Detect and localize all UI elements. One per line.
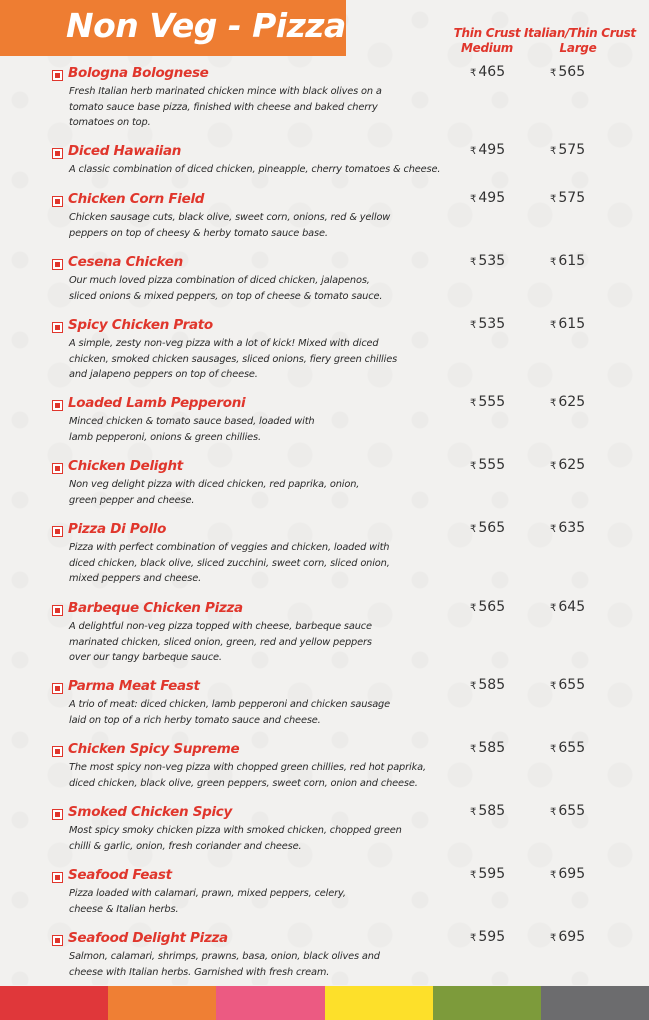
item-name: Loaded Lamb Pepperoni	[68, 395, 246, 411]
price-medium	[470, 866, 505, 882]
rupee-symbol: ₹	[550, 870, 557, 881]
price-value: 535	[478, 253, 506, 269]
rupee-symbol: ₹	[550, 524, 557, 535]
rupee-symbol: ₹	[470, 257, 477, 268]
column-header-large	[524, 26, 636, 56]
title-banner	[0, 0, 346, 56]
price-medium	[470, 253, 505, 269]
item-description	[69, 414, 464, 445]
rupee-symbol: ₹	[470, 933, 477, 944]
item-description	[69, 540, 464, 587]
bullet-icon	[52, 683, 63, 694]
item-description-line: tomato sauce base pizza, finished with cheese and baked cherry	[69, 101, 378, 113]
item-description-line: Our much loved pizza combination of diced chicken, jalapenos,	[69, 275, 370, 286]
price-value: 575	[558, 142, 586, 158]
price-value: 495	[478, 142, 506, 158]
item-description-line: chicken, smoked chicken sausages, sliced onions, fiery green chillies	[69, 353, 398, 365]
rupee-symbol: ₹	[550, 68, 557, 79]
price-value: 575	[558, 190, 586, 206]
color-strip	[0, 986, 649, 1020]
item-description	[69, 477, 464, 508]
rupee-symbol: ₹	[470, 398, 477, 409]
item-name: Parma Meat Feast	[68, 678, 200, 694]
price-value: 535	[478, 316, 506, 332]
color-strip-segment	[541, 986, 649, 1020]
item-description	[69, 619, 464, 666]
item-description-line: cheese & Italian herbs.	[69, 903, 179, 915]
price-value: 625	[558, 394, 586, 410]
item-description-line: tomatoes on top.	[69, 117, 151, 129]
item-name: Spicy Chicken Prato	[68, 317, 213, 333]
price-value: 585	[478, 803, 506, 819]
item-description-line: A trio of meat: diced chicken, lamb pepperoni and chicken sausage	[69, 699, 391, 710]
price-medium	[470, 457, 505, 473]
price-value: 655	[558, 740, 586, 756]
rupee-symbol: ₹	[470, 807, 477, 818]
price-medium	[470, 394, 505, 410]
price-value: 615	[558, 253, 586, 269]
price-large	[550, 803, 585, 819]
rupee-symbol: ₹	[550, 320, 557, 331]
price-value: 565	[558, 64, 586, 80]
price-value: 495	[478, 190, 506, 206]
rupee-symbol: ₹	[470, 870, 477, 881]
item-description	[69, 823, 464, 854]
item-description-line: mixed peppers and cheese.	[69, 573, 202, 585]
item-description-line: marinated chicken, sliced onion, green, red and yellow peppers	[69, 636, 372, 648]
price-large	[550, 142, 585, 158]
price-value: 585	[478, 677, 506, 693]
rupee-symbol: ₹	[470, 744, 477, 755]
rupee-symbol: ₹	[550, 807, 557, 818]
item-description-line: Salmon, calamari, shrimps, prawns, basa, onion, black olives and	[69, 951, 380, 962]
rupee-symbol: ₹	[470, 194, 477, 205]
rupee-symbol: ₹	[550, 146, 557, 157]
price-value: 635	[558, 520, 586, 536]
item-description	[69, 336, 464, 383]
price-value: 555	[478, 394, 506, 410]
price-large	[550, 457, 585, 473]
price-medium	[470, 142, 505, 158]
rupee-symbol: ₹	[550, 603, 557, 614]
price-medium	[470, 316, 505, 332]
rupee-symbol: ₹	[550, 744, 557, 755]
price-value: 695	[558, 929, 586, 945]
column-header-medium-line2: Medium	[460, 41, 514, 55]
column-header-large-line1: Italian/Thin Crust	[524, 26, 636, 40]
item-name: Pizza Di Pollo	[68, 521, 167, 537]
item-description-line: over our tangy barbeque sauce.	[69, 652, 222, 664]
item-description-line: Pizza with perfect combination of veggies and chicken, loaded with	[69, 542, 390, 553]
bullet-icon	[52, 872, 63, 883]
price-large	[550, 190, 585, 206]
rupee-symbol: ₹	[470, 68, 477, 79]
price-medium	[470, 520, 505, 536]
price-value: 695	[558, 866, 586, 882]
item-description-line: Non veg delight pizza with diced chicken, red paprika, onion,	[69, 479, 360, 490]
price-value: 645	[558, 599, 586, 615]
price-value: 585	[478, 740, 506, 756]
item-name: Chicken Delight	[68, 458, 183, 474]
rupee-symbol: ₹	[550, 461, 557, 472]
item-description	[69, 273, 464, 304]
rupee-symbol: ₹	[470, 681, 477, 692]
price-value: 615	[558, 316, 586, 332]
bullet-icon	[52, 746, 63, 757]
item-description-line: Most spicy smoky chicken pizza with smoked chicken, chopped green	[69, 825, 402, 836]
price-medium	[470, 740, 505, 756]
price-value: 625	[558, 457, 586, 473]
item-name: Cesena Chicken	[68, 254, 183, 270]
item-description	[69, 949, 464, 980]
item-description	[69, 697, 464, 728]
item-description-line: The most spicy non-veg pizza with chopped green chillies, red hot paprika,	[69, 762, 426, 773]
bullet-icon	[52, 148, 63, 159]
item-description	[69, 210, 464, 241]
item-description-line: laid on top of a rich herby tomato sauce and cheese.	[69, 714, 321, 726]
rupee-symbol: ₹	[550, 933, 557, 944]
item-description	[69, 760, 464, 791]
color-strip-segment	[108, 986, 216, 1020]
price-value: 565	[478, 520, 506, 536]
bullet-icon	[52, 809, 63, 820]
item-name: Chicken Corn Field	[68, 191, 205, 207]
item-description-line: diced chicken, black olive, sliced zucchini, sweet corn, sliced onion,	[69, 557, 390, 569]
price-medium	[470, 64, 505, 80]
price-large	[550, 599, 585, 615]
item-description-line: A simple, zesty non-veg pizza with a lot of kick! Mixed with diced	[69, 338, 379, 349]
item-description-line: green pepper and cheese.	[69, 494, 195, 506]
bullet-icon	[52, 322, 63, 333]
rupee-symbol: ₹	[470, 524, 477, 535]
item-description	[69, 162, 464, 178]
bullet-icon	[52, 400, 63, 411]
item-name: Chicken Spicy Supreme	[68, 741, 240, 757]
color-strip-segment	[0, 986, 108, 1020]
rupee-symbol: ₹	[550, 681, 557, 692]
rupee-symbol: ₹	[550, 398, 557, 409]
color-strip-segment	[325, 986, 433, 1020]
item-description-line: A classic combination of diced chicken, pineapple, cherry tomatoes & cheese.	[69, 164, 441, 175]
item-description-line: chilli & garlic, onion, fresh coriander and cheese.	[69, 840, 302, 852]
price-medium	[470, 803, 505, 819]
item-description-line: Minced chicken & tomato sauce based, loaded with	[69, 416, 315, 427]
item-description	[69, 886, 464, 917]
rupee-symbol: ₹	[470, 320, 477, 331]
item-description-line: diced chicken, black olive, green peppers, sweet corn, onion and cheese.	[69, 777, 418, 789]
price-medium	[470, 929, 505, 945]
item-description-line: lamb pepperoni, onions & green chillies.	[69, 431, 261, 443]
price-value: 465	[478, 64, 506, 80]
price-large	[550, 520, 585, 536]
column-header-large-line2: Large	[559, 41, 597, 55]
price-medium	[470, 190, 505, 206]
item-description	[69, 84, 464, 131]
item-name: Seafood Feast	[68, 867, 172, 883]
price-large	[550, 866, 585, 882]
bullet-icon	[52, 259, 63, 270]
item-name: Seafood Delight Pizza	[68, 930, 228, 946]
price-value: 595	[478, 929, 506, 945]
item-description-line: Chicken sausage cuts, black olive, sweet corn, onions, red & yellow	[69, 212, 391, 223]
rupee-symbol: ₹	[550, 194, 557, 205]
price-value: 595	[478, 866, 506, 882]
price-value: 555	[478, 457, 506, 473]
price-large	[550, 316, 585, 332]
bullet-icon	[52, 935, 63, 946]
item-name: Bologna Bolognese	[68, 65, 209, 81]
price-medium	[470, 599, 505, 615]
item-description-line: Pizza loaded with calamari, prawn, mixed peppers, celery,	[69, 888, 346, 899]
price-large	[550, 677, 585, 693]
bullet-icon	[52, 463, 63, 474]
column-header-medium-line1: Thin Crust	[453, 26, 521, 40]
item-description-line: A delightful non-veg pizza topped with cheese, barbeque sauce	[69, 621, 372, 632]
bullet-icon	[52, 70, 63, 81]
item-description-line: cheese with Italian herbs. Garnished with fresh cream.	[69, 966, 330, 978]
price-large	[550, 394, 585, 410]
price-value: 565	[478, 599, 506, 615]
item-name: Barbeque Chicken Pizza	[68, 600, 243, 616]
item-name: Diced Hawaiian	[68, 143, 182, 159]
bullet-icon	[52, 526, 63, 537]
bullet-icon	[52, 196, 63, 207]
price-medium	[470, 677, 505, 693]
page-title: Non Veg - Pizza	[66, 6, 346, 45]
item-name: Smoked Chicken Spicy	[68, 804, 233, 820]
price-large	[550, 64, 585, 80]
price-large	[550, 929, 585, 945]
price-large	[550, 740, 585, 756]
item-description-line: and jalapeno peppers on top of cheese.	[69, 369, 258, 381]
rupee-symbol: ₹	[470, 146, 477, 157]
price-value: 655	[558, 677, 586, 693]
price-large	[550, 253, 585, 269]
item-description-line: Fresh Italian herb marinated chicken mince with black olives on a	[69, 86, 382, 97]
bullet-icon	[52, 605, 63, 616]
color-strip-segment	[216, 986, 324, 1020]
item-description-line: peppers on top of cheesy & herby tomato sauce base.	[69, 227, 328, 239]
rupee-symbol: ₹	[550, 257, 557, 268]
color-strip-segment	[433, 986, 541, 1020]
item-description-line: sliced onions & mixed peppers, on top of cheese & tomato sauce.	[69, 290, 383, 302]
rupee-symbol: ₹	[470, 603, 477, 614]
column-header-medium	[452, 26, 522, 56]
rupee-symbol: ₹	[470, 461, 477, 472]
price-value: 655	[558, 803, 586, 819]
